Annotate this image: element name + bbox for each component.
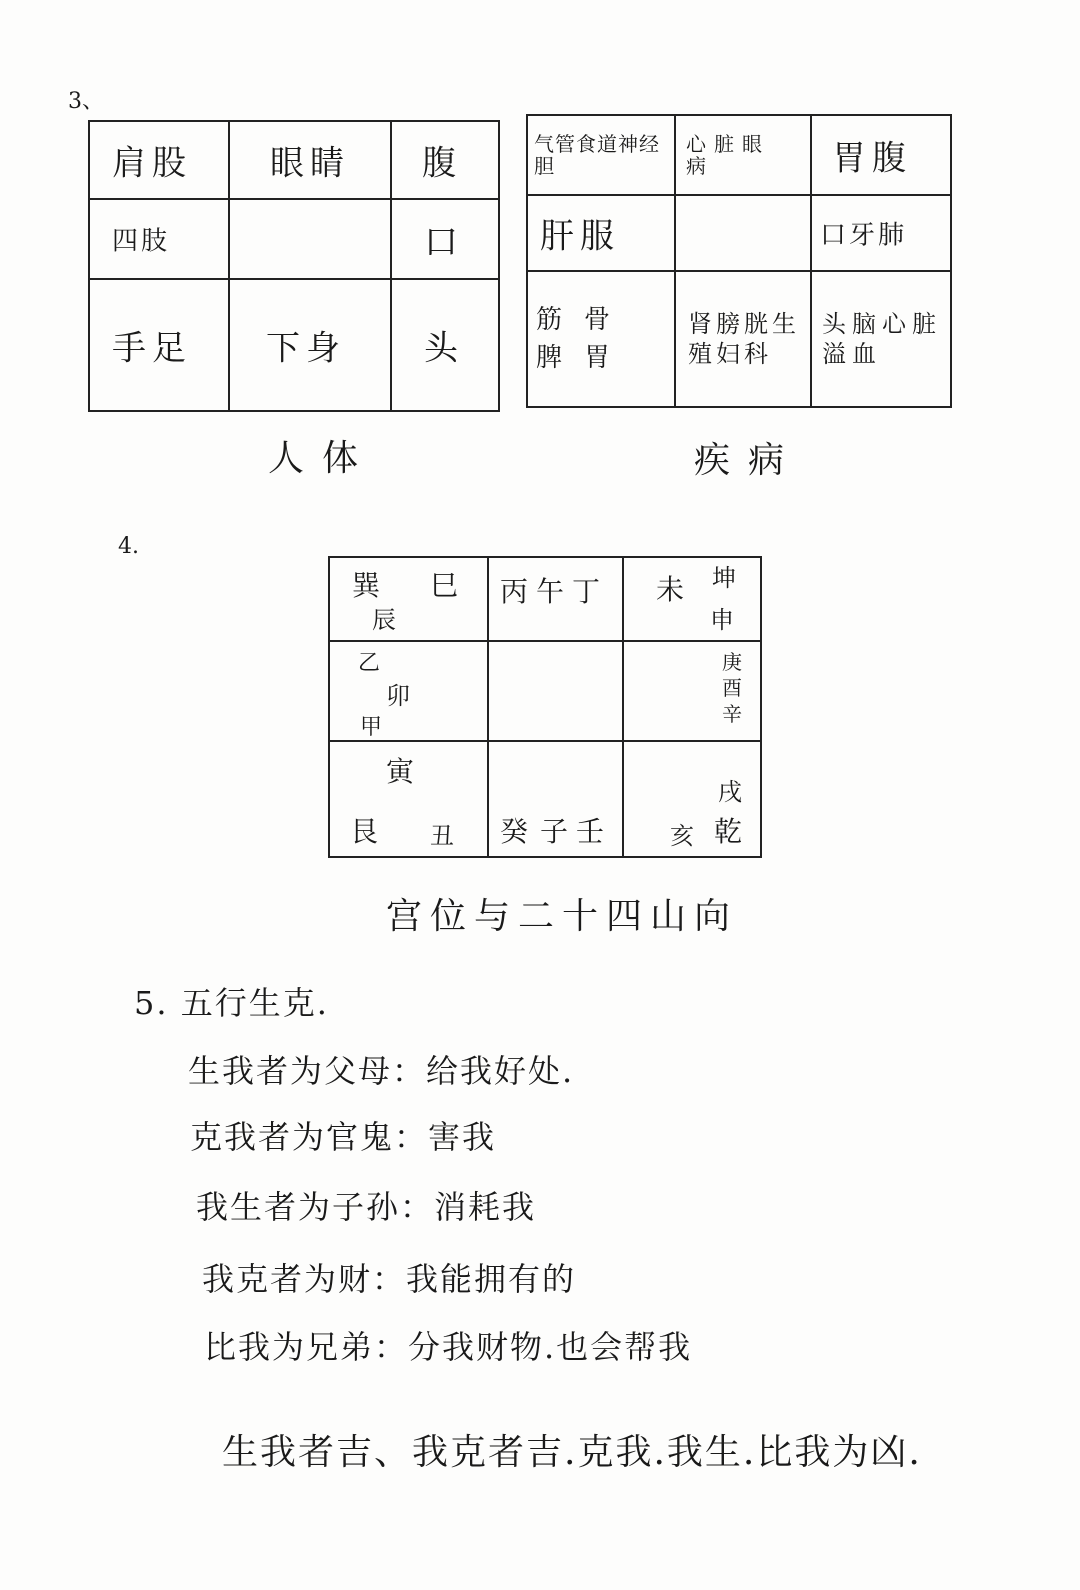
- section-4-number: 4.: [118, 534, 139, 559]
- stem-geng: 庚: [722, 650, 742, 674]
- disease-cell: 肝服: [527, 195, 675, 271]
- body-cell: 手足: [89, 279, 229, 411]
- disease-cell: 肾膀胱生殖妇科: [675, 271, 811, 407]
- branch-shen: 申: [710, 606, 734, 634]
- branch-you: 酉: [722, 676, 742, 700]
- body-cell: 眼睛: [229, 121, 391, 199]
- disease-table: [526, 114, 952, 408]
- stem-ding: 丁: [572, 575, 601, 608]
- body-table: [88, 120, 500, 412]
- section-5-heading: 5. 五行生克.: [134, 984, 329, 1022]
- section-3-number: 3、: [68, 89, 104, 114]
- branch-chou: 丑: [430, 822, 454, 850]
- body-cell: 头: [391, 279, 499, 411]
- relation-line: 克我者为官鬼：害我: [190, 1118, 497, 1156]
- body-cell: 肩股: [89, 121, 229, 199]
- trigram-xun: 巽: [352, 569, 381, 602]
- body-table-caption: 人体: [268, 438, 377, 479]
- disease-cell: 胃腹: [811, 115, 951, 195]
- body-cell: [229, 199, 391, 279]
- body-cell: 口: [391, 199, 499, 279]
- palace-table: [328, 556, 762, 858]
- branch-wei: 未: [656, 573, 685, 606]
- body-cell: 下身: [229, 279, 391, 411]
- branch-yin: 寅: [386, 755, 415, 788]
- disease-cell: 气管食道神经胆: [527, 115, 675, 195]
- trigram-kun: 坤: [712, 564, 736, 592]
- branch-wu: 午: [536, 575, 565, 608]
- branch-zi: 子: [540, 815, 569, 848]
- relation-line: 生我者为父母：给我好处.: [188, 1052, 575, 1090]
- palace-table-caption: 宫位与二十四山向: [386, 896, 739, 937]
- disease-table-caption: 疾病: [694, 440, 803, 481]
- branch-mao: 卯: [386, 682, 410, 710]
- summary-line: 生我者吉、我克者吉.克我.我生.比我为凶.: [222, 1432, 922, 1473]
- stem-yi: 乙: [358, 651, 381, 676]
- body-cell: 腹: [391, 121, 499, 199]
- stem-gui: 癸: [500, 815, 529, 848]
- disease-cell: 口牙肺: [811, 195, 951, 271]
- relation-line: 我克者为财：我能拥有的: [202, 1260, 577, 1298]
- stem-bing: 丙: [500, 575, 529, 608]
- stem-xin: 辛: [722, 702, 742, 726]
- stem-ren: 壬: [576, 815, 605, 848]
- disease-cell: [675, 195, 811, 271]
- body-cell: 四肢: [89, 199, 229, 279]
- disease-cell: 头脑心脏溢血: [811, 271, 951, 407]
- stem-jia: 甲: [360, 715, 383, 740]
- branch-hai: 亥: [670, 822, 694, 850]
- trigram-gen: 艮: [350, 815, 379, 848]
- branch-chen: 辰: [372, 606, 396, 634]
- disease-cell: 心脏眼病: [675, 115, 811, 195]
- branch-si: 巳: [430, 569, 459, 602]
- relation-line: 比我为兄弟：分我财物.也会帮我: [204, 1328, 693, 1366]
- trigram-qian: 乾: [714, 815, 743, 848]
- branch-xu: 戌: [718, 778, 742, 806]
- disease-cell: 筋骨脾胃: [527, 271, 675, 407]
- relation-line: 我生者为子孙：消耗我: [196, 1188, 537, 1226]
